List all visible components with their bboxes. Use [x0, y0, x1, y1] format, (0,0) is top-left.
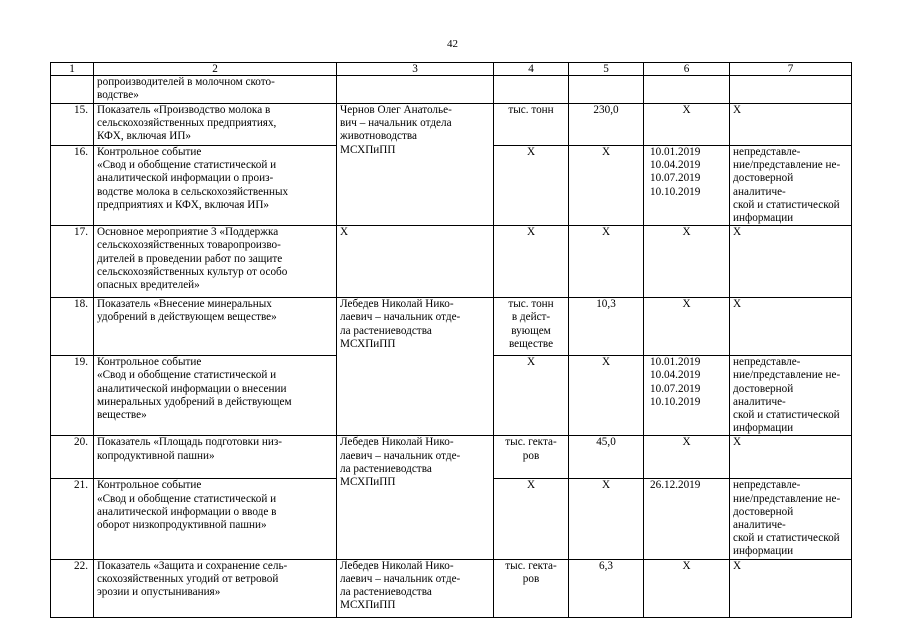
text-line: ской и статистической: [733, 409, 840, 422]
text-line: Х: [682, 436, 691, 449]
text-line: ской и статистической: [733, 198, 840, 211]
plan-table: [50, 62, 852, 618]
unit-cell: [494, 436, 569, 479]
text-line: сельскохозяйственных товаропроизво-: [97, 239, 281, 252]
value-cell: Х: [569, 226, 644, 298]
text-line: МСХПиПП: [340, 476, 396, 489]
text-line: ропроизводителей в молочном ското-: [97, 76, 275, 88]
unit-cell: [494, 104, 569, 146]
name-cell: [94, 104, 337, 146]
risk-cell: [730, 356, 852, 436]
text-line: Х: [526, 479, 536, 492]
name-cell: [94, 226, 337, 298]
date-cell: [644, 479, 730, 559]
text-line: вующем: [511, 324, 551, 337]
value-cell: Х: [569, 479, 644, 559]
text-line: Х: [682, 226, 691, 239]
text-line: водстве»: [97, 89, 139, 102]
text-line: 10.01.2019: [650, 356, 701, 369]
text-line: предприятиях и КФХ, включая ИП»: [97, 198, 270, 211]
text-line: лаевич – начальник отде-: [340, 449, 461, 462]
name-cell: [94, 76, 337, 104]
row-number-cell: 18.: [51, 298, 94, 356]
risk-cell: [730, 436, 852, 479]
page-number: 42: [447, 38, 458, 50]
value-cell: [569, 76, 644, 104]
row-number-cell: 21.: [51, 479, 94, 559]
responsible-cell: [337, 559, 494, 617]
text-line: Х: [733, 226, 742, 239]
text-line: Х: [682, 559, 691, 572]
risk-cell: [730, 226, 852, 298]
unit-cell: [494, 76, 569, 104]
text-line: Контрольное событие: [97, 479, 202, 492]
text-line: сельскохозяйственных культур от особо: [97, 265, 288, 278]
text-line: лаевич – начальник отде-: [340, 311, 461, 324]
table-row: [51, 226, 852, 298]
unit-cell: [494, 356, 569, 436]
responsible-cell: [337, 104, 494, 226]
text-line: МСХПиПП: [340, 337, 396, 350]
text-line: Х: [526, 146, 536, 158]
name-cell: [94, 356, 337, 436]
text-line: 10.10.2019: [650, 185, 701, 198]
text-line: 10.01.2019: [650, 146, 701, 158]
text-line: Контрольное событие: [97, 356, 202, 369]
column-header: 2: [94, 63, 337, 76]
name-cell: [94, 436, 337, 479]
text-line: Х: [733, 104, 742, 116]
text-line: КФХ, включая ИП»: [97, 130, 192, 143]
text-line: скохозяйственных угодий от ветровой: [97, 572, 279, 585]
name-cell: [94, 559, 337, 617]
value-cell: 45,0: [569, 436, 644, 479]
name-cell: [94, 146, 337, 226]
text-line: Х: [733, 298, 742, 311]
text-line: ла растениеводства: [340, 462, 432, 475]
text-line: оборот низкопродуктивной пашни»: [97, 519, 267, 532]
text-line: сельскохозяйственных предприятиях,: [97, 117, 277, 130]
row-number-cell: 20.: [51, 436, 94, 479]
text-line: ла растениеводства: [340, 324, 432, 337]
text-line: достоверной аналитиче-: [733, 382, 794, 408]
text-line: 10.07.2019: [650, 172, 701, 185]
text-line: водстве молока в сельскохозяйственных: [97, 185, 289, 198]
text-line: ние/представление не-: [733, 492, 841, 505]
responsible-cell: [337, 436, 494, 559]
row-number-cell: [51, 76, 94, 104]
text-line: аналитической информации о произ-: [97, 172, 274, 185]
text-line: МСХПиПП: [340, 143, 396, 156]
text-line: 26.12.2019: [650, 479, 701, 492]
text-line: Х: [733, 559, 742, 572]
text-line: информации: [733, 422, 794, 435]
row-number-cell: 19.: [51, 356, 94, 436]
text-line: животноводства: [340, 130, 417, 143]
name-cell: [94, 298, 337, 356]
text-line: достоверной аналитиче-: [733, 505, 794, 532]
date-cell: [644, 356, 730, 436]
risk-cell: [730, 298, 852, 356]
value-cell: Х: [569, 146, 644, 226]
text-line: Основное мероприятие 3 «Поддержка: [97, 226, 279, 239]
text-line: Х: [526, 356, 536, 369]
name-cell: [94, 479, 337, 559]
row-number-cell: 17.: [51, 226, 94, 298]
text-line: дителей в проведении работ по защите: [97, 252, 283, 265]
text-line: минеральных удобрений в действующем: [97, 395, 292, 408]
text-line: Лебедев Николай Нико-: [340, 559, 454, 572]
text-line: в дейст-: [511, 311, 551, 324]
date-cell: [644, 146, 730, 226]
text-line: достоверной аналитиче-: [733, 172, 794, 198]
text-line: тыс. гекта-: [505, 436, 557, 449]
text-line: веществе: [508, 337, 554, 350]
text-line: вич – начальник отдела: [340, 117, 452, 130]
date-cell: [644, 559, 730, 617]
unit-cell: [494, 298, 569, 356]
table-row: [51, 436, 852, 479]
text-line: Х: [526, 226, 536, 239]
column-header: 5: [569, 63, 644, 76]
value-cell: 10,3: [569, 298, 644, 356]
text-line: «Свод и обобщение статистической и: [97, 159, 277, 172]
text-line: непредставле-: [733, 356, 801, 369]
text-line: ние/представление не-: [733, 159, 841, 172]
row-number-cell: 16.: [51, 146, 94, 226]
text-line: Показатель «Производство молока в: [97, 104, 271, 116]
text-line: Лебедев Николай Нико-: [340, 298, 454, 311]
text-line: Х: [733, 436, 742, 449]
text-line: «Свод и обобщение статистической и: [97, 492, 277, 505]
text-line: лаевич – начальник отде-: [340, 572, 461, 585]
date-cell: [644, 76, 730, 104]
text-line: Х: [682, 104, 691, 116]
text-line: удобрений в действующем веществе»: [97, 311, 277, 324]
text-line: 10.04.2019: [650, 159, 701, 172]
continuation-row: [51, 76, 852, 104]
unit-cell: [494, 479, 569, 559]
unit-cell: [494, 226, 569, 298]
text-line: Лебедев Николай Нико-: [340, 436, 454, 449]
text-line: опасных вредителей»: [97, 279, 200, 292]
text-line: «Свод и обобщение статистической и: [97, 369, 277, 382]
column-header: 7: [730, 63, 852, 76]
text-line: веществе»: [97, 409, 147, 422]
text-line: информации: [733, 212, 794, 225]
text-line: тыс. тонн: [508, 298, 554, 311]
risk-cell: [730, 104, 852, 146]
text-line: Показатель «Внесение минеральных: [97, 298, 272, 311]
text-line: тыс. тонн: [508, 104, 554, 116]
text-line: ской и статистической: [733, 532, 840, 545]
text-line: эрозии и опустынивания»: [97, 586, 221, 599]
text-line: Х: [340, 226, 349, 239]
value-cell: 230,0: [569, 104, 644, 146]
text-line: Х: [682, 298, 691, 311]
text-line: ров: [522, 449, 540, 462]
table-row: [51, 298, 852, 356]
text-line: непредставле-: [733, 479, 801, 492]
text-line: 10.07.2019: [650, 382, 701, 395]
responsible-cell: [337, 76, 494, 104]
date-cell: [644, 436, 730, 479]
risk-cell: [730, 146, 852, 226]
text-line: копродуктивной пашни»: [97, 449, 215, 462]
text-line: непредставле-: [733, 146, 801, 158]
date-cell: [644, 104, 730, 146]
text-line: Показатель «Площадь подготовки низ-: [97, 436, 283, 449]
responsible-cell: [337, 226, 494, 298]
text-line: 10.04.2019: [650, 369, 701, 382]
risk-cell: [730, 479, 852, 559]
date-cell: [644, 298, 730, 356]
date-cell: [644, 226, 730, 298]
value-cell: 6,3: [569, 559, 644, 617]
unit-cell: [494, 146, 569, 226]
row-number-cell: 22.: [51, 559, 94, 617]
responsible-cell: [337, 298, 494, 436]
text-line: тыс. гекта-: [505, 559, 557, 572]
column-header: 6: [644, 63, 730, 76]
risk-cell: [730, 559, 852, 617]
column-header: 3: [337, 63, 494, 76]
text-line: ние/представление не-: [733, 369, 841, 382]
text-line: Чернов Олег Анатолье-: [340, 104, 452, 116]
text-line: МСХПиПП: [340, 599, 396, 612]
text-line: ла растениеводства: [340, 586, 432, 599]
text-line: аналитической информации о вводе в: [97, 505, 277, 518]
text-line: ров: [522, 572, 540, 585]
table-row: [51, 104, 852, 146]
text-line: Показатель «Защита и сохранение сель-: [97, 559, 288, 572]
text-line: 10.10.2019: [650, 395, 701, 408]
text-line: информации: [733, 545, 794, 558]
risk-cell: [730, 76, 852, 104]
value-cell: Х: [569, 356, 644, 436]
unit-cell: [494, 559, 569, 617]
table-row: [51, 559, 852, 617]
row-number-cell: 15.: [51, 104, 94, 146]
column-header: 4: [494, 63, 569, 76]
column-header: 1: [51, 63, 94, 76]
header-row: [51, 63, 852, 76]
text-line: аналитической информации о внесении: [97, 382, 287, 395]
text-line: Контрольное событие: [97, 146, 202, 158]
